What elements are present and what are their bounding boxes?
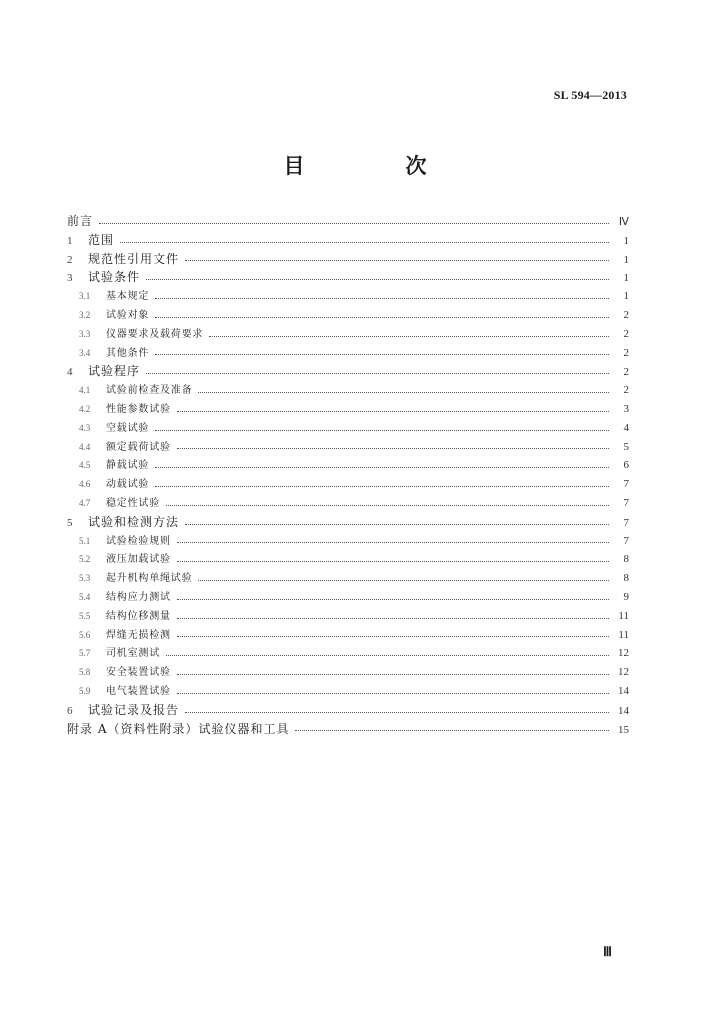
- toc-entry[interactable]: [67, 588, 629, 607]
- toc-entry-page: 6: [623, 459, 629, 472]
- toc-entry-title: 试验对象: [106, 309, 150, 321]
- toc-entry-title: 性能参数试验: [106, 403, 171, 415]
- toc-entry-title: 前言: [67, 214, 94, 228]
- toc-entry-title: 试验检验规则: [106, 535, 171, 547]
- toc-entry-number: 3.1: [79, 291, 91, 302]
- page-title: 目 次: [283, 154, 467, 178]
- toc-entry[interactable]: [67, 626, 629, 645]
- toc-dot-leader: [198, 580, 609, 581]
- toc-entry-number: 1: [67, 234, 73, 247]
- toc-dot-leader: [177, 448, 609, 449]
- toc-dot-leader: [177, 674, 609, 675]
- toc-entry-number: 3.2: [79, 309, 91, 320]
- toc-entry-page: 12: [618, 647, 629, 660]
- page-number: Ⅲ: [603, 944, 611, 959]
- toc-entry-title: 结构位移测量: [106, 610, 171, 622]
- toc-entry-title: 稳定性试验: [106, 497, 160, 509]
- toc-dot-leader: [166, 655, 609, 656]
- standard-code: SL 594—2013: [553, 88, 627, 102]
- toc-entry-page: 15: [618, 723, 629, 736]
- toc-entry-number: 4.4: [79, 441, 91, 452]
- toc-dot-leader: [177, 693, 609, 694]
- toc-entry-page: 5: [623, 440, 629, 453]
- toc-entry-page: 12: [618, 666, 629, 679]
- toc-entry-number: 4.6: [79, 479, 91, 490]
- toc-entry[interactable]: [67, 268, 629, 287]
- toc-entry-page: 2: [623, 308, 629, 321]
- toc-entry[interactable]: [67, 344, 629, 363]
- toc-entry-page: 2: [623, 366, 629, 379]
- toc-dot-leader: [177, 636, 609, 637]
- toc-dot-leader: [177, 411, 609, 412]
- toc-dot-leader: [155, 354, 609, 355]
- toc-entry[interactable]: [67, 400, 629, 419]
- toc-entry-number: 4.1: [79, 385, 91, 396]
- toc-dot-leader: [198, 392, 609, 393]
- toc-dot-leader: [146, 373, 609, 374]
- toc-entry-page: 2: [623, 384, 629, 397]
- toc-entry-number: 5.2: [79, 554, 91, 565]
- toc-entry-number: 4.7: [79, 497, 91, 508]
- toc-entry-number: 4.2: [79, 403, 91, 414]
- toc-entry-page: 8: [623, 572, 629, 585]
- toc-entry-number: 4.5: [79, 460, 91, 471]
- toc-entry-title: 试验条件: [88, 270, 141, 285]
- toc-entry-title: 其他条件: [106, 347, 150, 359]
- toc-entry-title: 静载试验: [106, 460, 150, 472]
- toc-entry-number: 5.9: [79, 685, 91, 696]
- toc-entry-number: 5: [67, 516, 73, 529]
- toc-entry-page: Ⅳ: [618, 216, 629, 228]
- toc-entry-page: 9: [623, 590, 629, 603]
- toc-entry-title: 试验程序: [88, 364, 141, 379]
- toc-entry-title: 液压加载试验: [106, 554, 171, 566]
- toc-entry-page: 7: [623, 496, 629, 509]
- toc-entry-page: 3: [623, 402, 629, 415]
- toc-entry-title: 基本规定: [106, 291, 150, 303]
- toc-entry[interactable]: [67, 287, 629, 306]
- toc-entry[interactable]: [67, 701, 629, 720]
- toc-entry-page: 1: [623, 253, 629, 266]
- toc-dot-leader: [155, 486, 609, 487]
- toc-entry-page: 7: [623, 516, 629, 529]
- toc-entry-title: 结构应力测试: [106, 591, 171, 603]
- toc-entry[interactable]: [67, 475, 629, 494]
- toc-entry-title: 附录 A（资料性附录）试验仪器和工具: [67, 721, 290, 736]
- toc-dot-leader: [99, 223, 609, 224]
- toc-entry[interactable]: [67, 325, 629, 344]
- toc-entry-title: 动载试验: [106, 479, 150, 491]
- toc-entry-number: 2: [67, 253, 73, 266]
- toc-entry-number: 5.7: [79, 648, 91, 659]
- toc-entry-page: 7: [623, 478, 629, 491]
- toc-entry-page: 1: [623, 234, 629, 247]
- toc-entry[interactable]: [67, 607, 629, 626]
- toc-entry-page: 14: [618, 704, 629, 717]
- toc-entry-title: 空载试验: [106, 422, 150, 434]
- toc-entry-page: 8: [623, 553, 629, 566]
- toc-dot-leader: [120, 242, 609, 243]
- table-of-contents: [67, 212, 629, 738]
- toc-entry-page: 2: [623, 327, 629, 340]
- toc-entry-title: 试验记录及报告: [88, 702, 180, 717]
- toc-entry[interactable]: [67, 306, 629, 325]
- toc-entry[interactable]: [67, 438, 629, 457]
- toc-entry-title: 试验和检测方法: [88, 514, 180, 529]
- toc-entry[interactable]: [67, 456, 629, 475]
- toc-dot-leader: [166, 505, 609, 506]
- toc-dot-leader: [295, 730, 609, 731]
- toc-dot-leader: [185, 712, 609, 713]
- toc-entry[interactable]: [67, 419, 629, 438]
- toc-dot-leader: [155, 298, 609, 299]
- toc-dot-leader: [185, 260, 609, 261]
- toc-entry[interactable]: [67, 532, 629, 551]
- toc-entry[interactable]: [67, 513, 629, 532]
- toc-entry[interactable]: [67, 663, 629, 682]
- toc-entry-title: 范围: [88, 232, 115, 247]
- toc-entry-page: 11: [618, 609, 629, 622]
- toc-entry[interactable]: [67, 212, 629, 231]
- toc-entry[interactable]: [67, 250, 629, 269]
- toc-entry-title: 电气装置试验: [106, 685, 171, 697]
- toc-entry[interactable]: [67, 644, 629, 663]
- toc-entry-number: 4.3: [79, 422, 91, 433]
- toc-entry-number: 5.4: [79, 591, 91, 602]
- toc-entry-title: 额定载荷试验: [106, 441, 171, 453]
- toc-entry-number: 4: [67, 366, 73, 379]
- toc-dot-leader: [209, 336, 609, 337]
- toc-dot-leader: [146, 279, 609, 280]
- toc-entry[interactable]: [67, 231, 629, 250]
- toc-entry-number: 5.3: [79, 573, 91, 584]
- toc-entry[interactable]: [67, 381, 629, 400]
- toc-dot-leader: [177, 618, 609, 619]
- toc-entry-title: 试验前检查及准备: [106, 385, 193, 397]
- toc-entry[interactable]: [67, 720, 629, 739]
- toc-dot-leader: [177, 542, 609, 543]
- toc-entry-number: 5.8: [79, 667, 91, 678]
- toc-dot-leader: [155, 430, 609, 431]
- toc-entry-number: 5.6: [79, 629, 91, 640]
- toc-entry-title: 规范性引用文件: [88, 251, 180, 266]
- toc-dot-leader: [177, 561, 609, 562]
- toc-dot-leader: [185, 524, 609, 525]
- toc-dot-leader: [155, 467, 609, 468]
- toc-dot-leader: [155, 317, 609, 318]
- toc-entry-number: 5.5: [79, 610, 91, 621]
- toc-entry-page: 11: [618, 628, 629, 641]
- toc-entry-title: 安全装置试验: [106, 667, 171, 679]
- toc-entry-number: 3.4: [79, 347, 91, 358]
- toc-entry[interactable]: [67, 682, 629, 701]
- toc-entry-number: 6: [67, 704, 73, 717]
- toc-entry-page: 14: [618, 684, 629, 697]
- toc-entry[interactable]: [67, 569, 629, 588]
- toc-entry[interactable]: [67, 494, 629, 513]
- toc-entry[interactable]: [67, 550, 629, 569]
- toc-entry-page: 1: [623, 272, 629, 285]
- toc-entry-page: 7: [623, 534, 629, 547]
- toc-entry-page: 1: [623, 290, 629, 303]
- toc-entry-page: 4: [623, 421, 629, 434]
- toc-entry-title: 焊缝无损检测: [106, 629, 171, 641]
- toc-entry-number: 5.1: [79, 535, 91, 546]
- toc-entry-title: 仪器要求及载荷要求: [106, 328, 204, 340]
- toc-entry-number: 3: [67, 272, 73, 285]
- toc-dot-leader: [177, 599, 609, 600]
- toc-entry-title: 起升机构单绳试验: [106, 573, 193, 585]
- toc-entry-title: 司机室测试: [106, 648, 160, 660]
- toc-entry-page: 2: [623, 346, 629, 359]
- toc-entry-number: 3.3: [79, 328, 91, 339]
- toc-entry[interactable]: [67, 362, 629, 381]
